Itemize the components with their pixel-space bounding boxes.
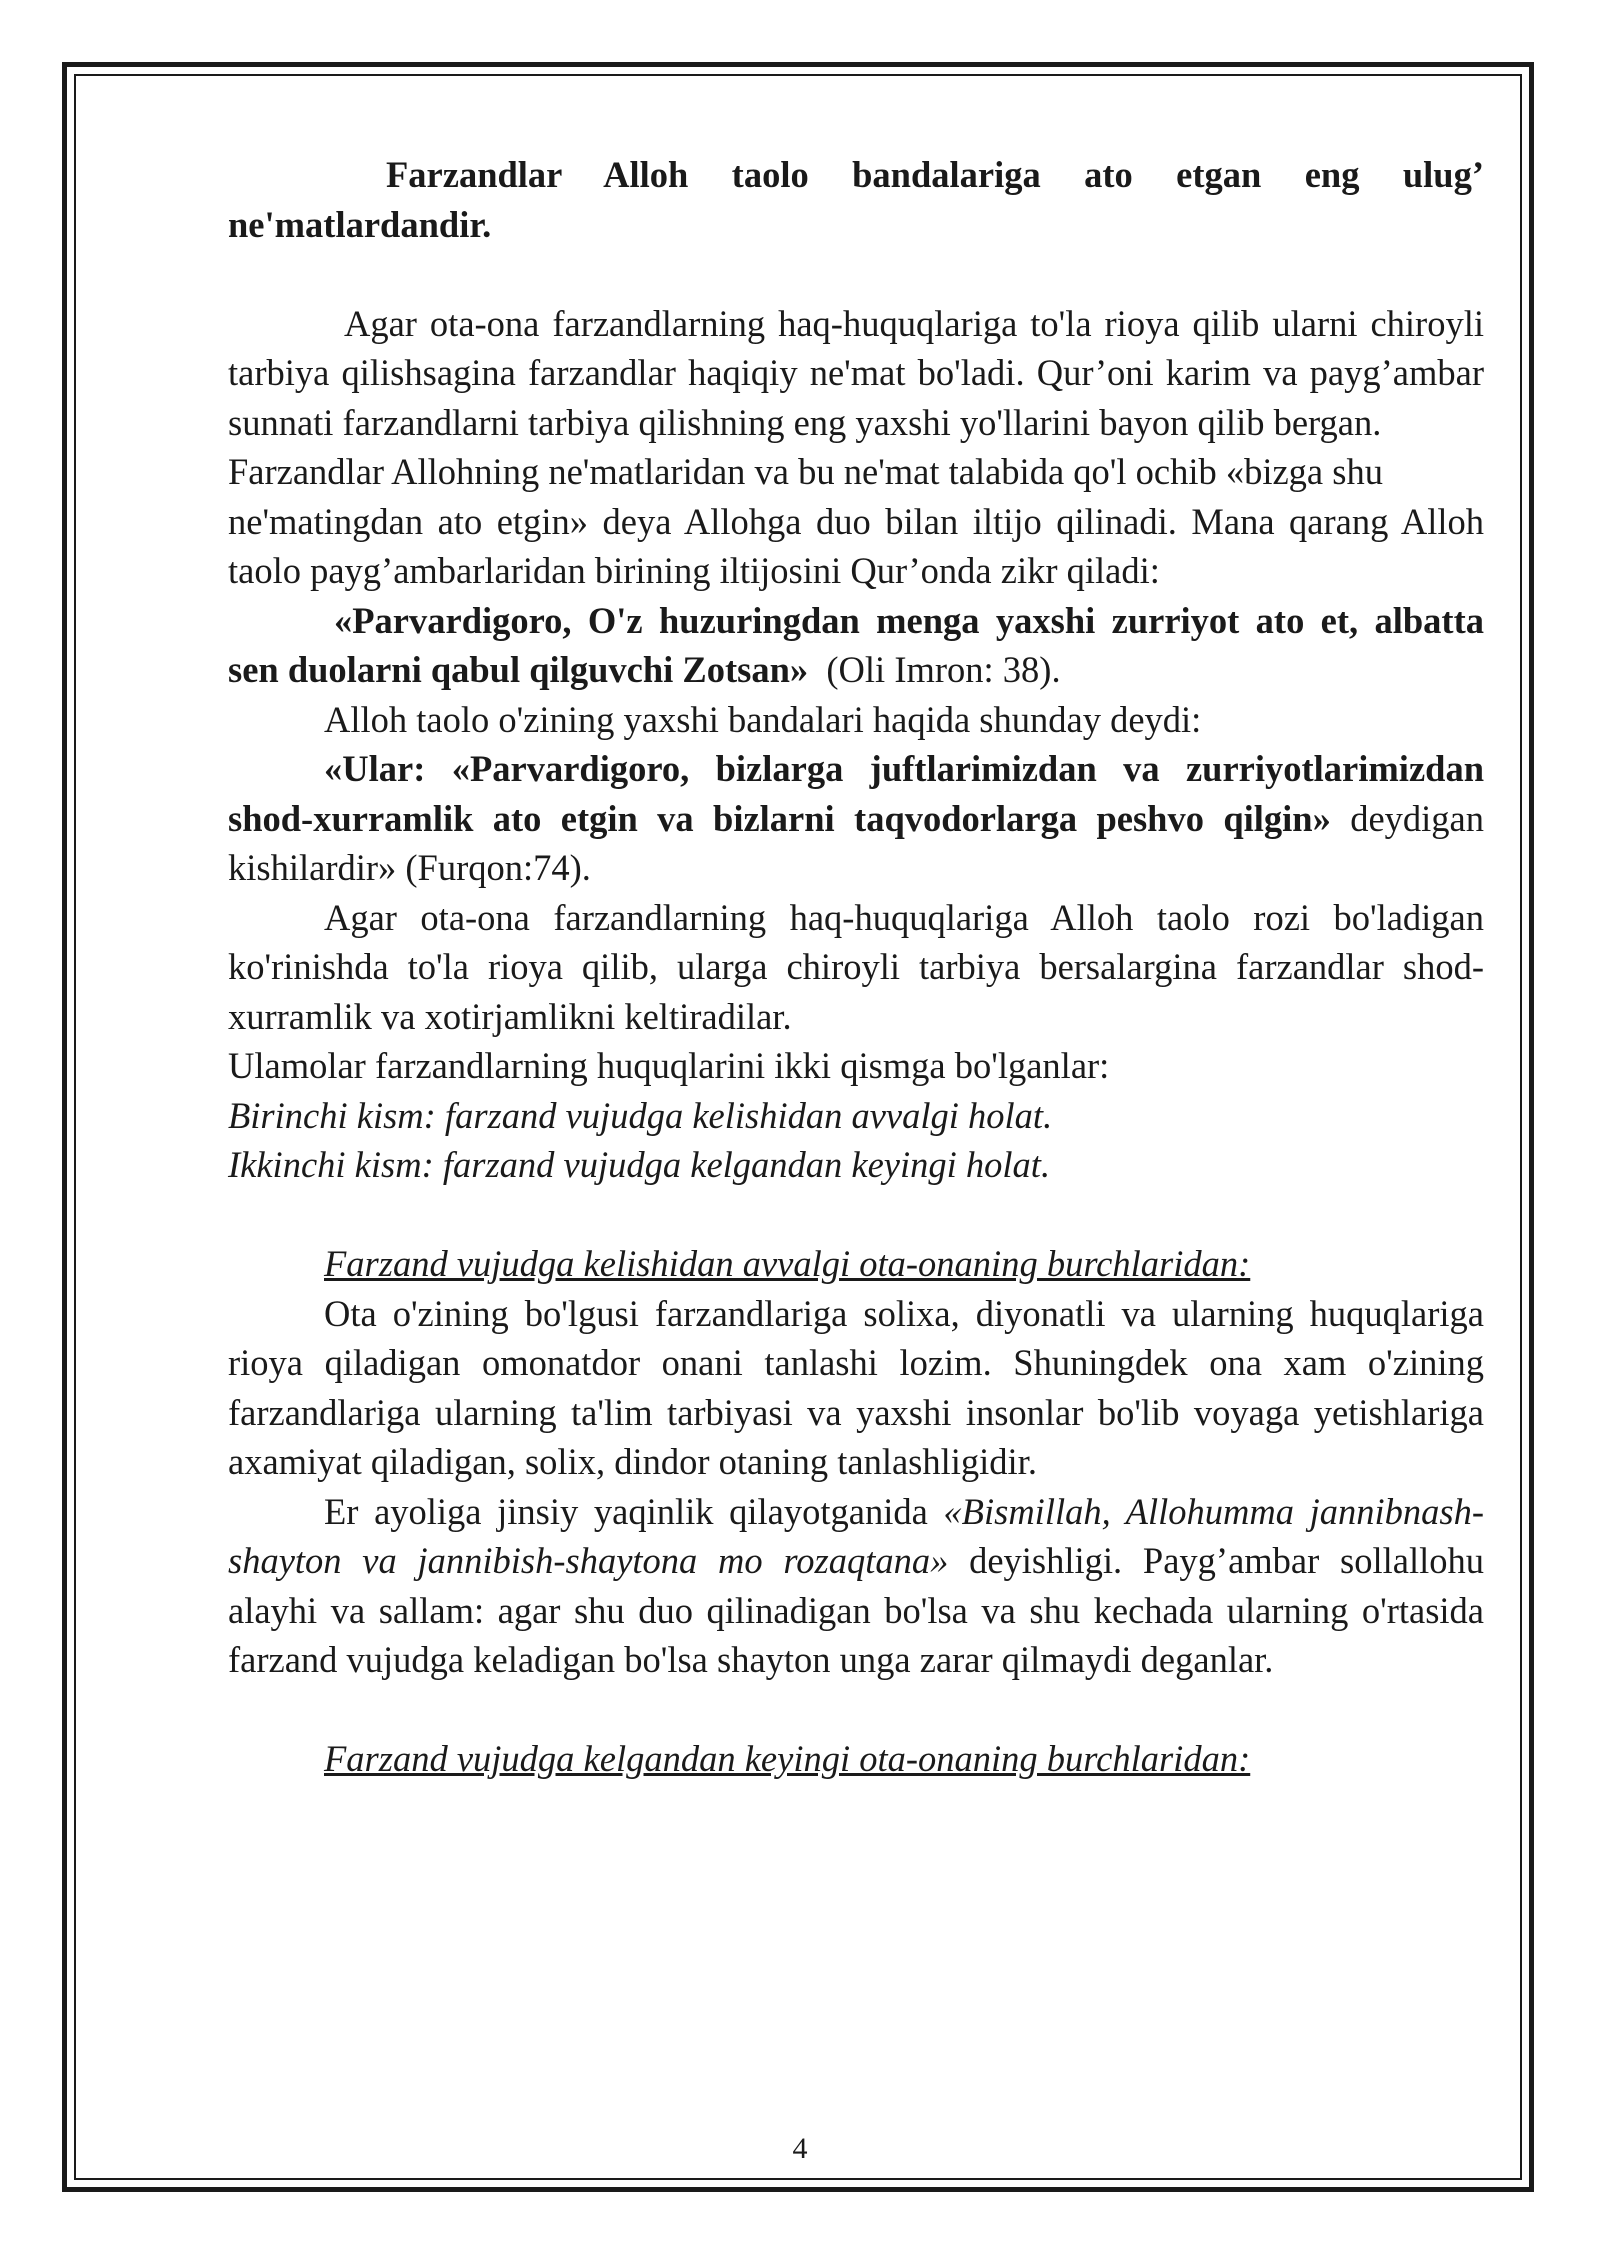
quote-furqon-text: «Ular: «Parvardigoro, bizlarga juftlarimizdan va zurriyotlarimizdan shod-xurramlik ato etgin va bizlarni taqvodorlarga peshvo qilgin» [228,748,1484,839]
paragraph-dua-end: deyishligi. Payg’ambar sollallohu alayhi va sallam: agar shu duo qilinadigan bo'lsa va shu kechada ularning o'rtasida farzand vujudga keladigan bo'lsa shayton unga zarar qilmaydi deganlar. [228,1540,1484,1680]
paragraph-plea-rest: ne'matingdan ato etgin» deya Allohga duo bilan iltijo qilinadi. Mana qarang Alloh taolo payg’ambarlaridan birining iltijosini Qur’onda zikr qiladi: [228,500,1484,591]
spacer [228,249,1484,299]
page-title: Farzandlar Alloh taolo bandalariga ato etgan eng ulug’ ne'matlardandir. [228,154,1484,245]
quote-furqon [228,744,1484,893]
paragraph-dua-text: «Bismillah, Allohumma jannibnash-shayton va jannibish-shaytona mo rozaqtana» [228,1490,1484,1581]
paragraph-intro: Agar ota-ona farzandlarning haq-huquqlariga to'la rioya qilib ularni chiroyli tarbiya qilishsagina farzandlar haqiqiy ne'mat bo'ladi. Qur’oni karim va payg’ambar sunnati farzandlarni tarbiya qilishning eng yaxshi yo'llarini bayon qilib bergan. [228,302,1484,443]
page-content [228,150,1484,1784]
part-two: Ikkinchi kism: farzand vujudga kelgandan keyingi holat. [228,1144,1051,1185]
paragraph-dua [228,1487,1484,1685]
paragraph-dua-start: Er ayoliga jinsiy yaqinlik qilayotganida [324,1490,928,1532]
paragraph-rights: Agar ota-ona farzandlarning haq-huquqlariga Alloh taolo rozi bo'ladigan ko'rinishda to'la rioya qilib, ularga chiroyli tarbiya bersalargina farzandlar shod-xurramlik va xotirjamlikni keltiradilar. [228,896,1484,1037]
quote-oli-imron [228,596,1484,695]
paragraph-two-parts: Ulamolar farzandlarning huquqlarini ikki qismga bo'lganlar: [228,1045,1110,1086]
paragraph-good-servants: Alloh taolo o'zining yaxshi bandalari haqida shunday deydi: [324,698,1202,740]
section-heading-before-birth: Farzand vujudga kelishidan avvalgi ota-onaning burchlaridan: [324,1243,1251,1284]
page-number: 4 [792,2132,808,2165]
quote-furqon-ref: deydigan kishilardir» (Furqon:74). [228,797,1484,888]
paragraph-choosing-spouse: Ota o'zining bo'lgusi farzandlariga solixa, diyonatli va ularning huquqlariga rioya qiladigan omonatdor onani tanlashi lozim. Shuningdek ona xam o'zining farzandlariga ularning ta'lim tarbiyasi va yaxshi insonlar bo'lib voyaga yetishlariga axamiyat qiladigan, solix, dindor otaning tanlashligidir. [228,1292,1484,1482]
section-heading-after-birth: Farzand vujudga kelgandan keyingi ota-onaning burchlaridan: [324,1738,1251,1779]
quote-oli-imron-text: «Parvardigoro, O'z huzuringdan menga yaxshi zurriyot ato et, albatta sen duolarni qabul qilguvchi Zotsan» [228,599,1484,690]
part-one: Birinchi kism: farzand vujudga kelishidan avvalgi holat. [228,1094,1053,1136]
paragraph-plea-line1: Farzandlar Allohning ne'matlaridan va bu ne'mat talabida qo'l ochib «bizga shu [228,451,1383,492]
quote-oli-imron-ref: (Oli Imron: 38). [826,649,1061,690]
spacer [228,1685,1484,1735]
spacer [228,1190,1484,1240]
